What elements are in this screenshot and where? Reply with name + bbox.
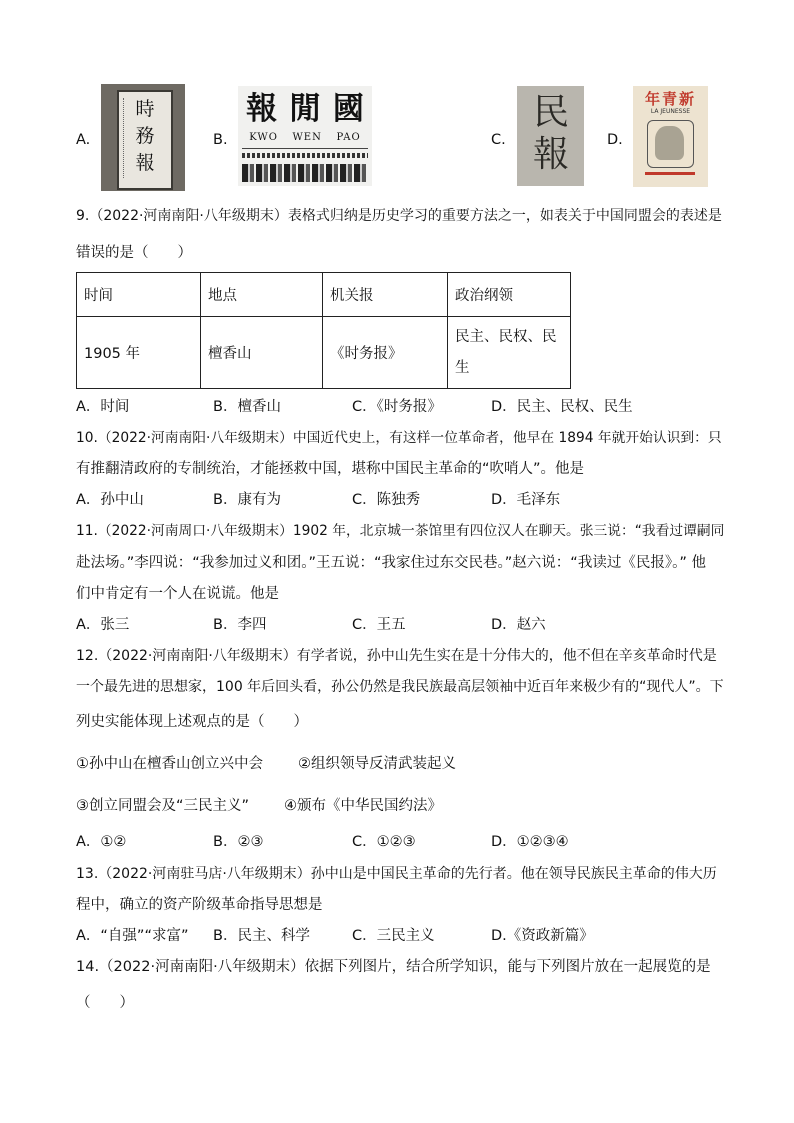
question-12-line-3: 列史实能体现上述观点的是（ ）: [76, 714, 308, 730]
option-c-label: C.: [491, 132, 506, 148]
img-char: 報: [246, 91, 278, 127]
question-11-line-1: 11.（2022·河南周口·八年级期末）1902 年，北京城一茶馆里有四位汉人在聊天。张三说：“我看过谭嗣同: [76, 523, 725, 539]
q9-option-d: D．民主、民权、民生: [491, 399, 633, 415]
question-10-line-1: 10.（2022·河南南阳·八年级期末）中国近代史上，有这样一位革命者，他早在 1894 年就开始认识到：只: [76, 430, 722, 446]
q12-item-4: ④颁布《中华民国约法》: [284, 798, 442, 814]
img-roman: KWO: [249, 132, 278, 143]
q12-option-c: C．①②③: [352, 834, 416, 850]
option-d-label: D.: [607, 132, 623, 148]
q11-option-b: B．李四: [213, 617, 267, 633]
question-9-line-1: 9.（2022·河南南阳·八年级期末）表格式归纳是历史学习的重要方法之一，如表关于中国同盟会的表述是: [76, 208, 722, 224]
q12-item-1: ①孙中山在檀香山创立兴中会: [76, 756, 263, 772]
q13-option-d: D.《资政新篇》: [491, 928, 594, 944]
q9-option-c: C．《时务报》: [352, 399, 442, 415]
question-9-line-2: 错误的是（ ）: [76, 245, 192, 261]
q13-option-c: C．三民主义: [352, 928, 435, 944]
table-header: 政治纲领: [448, 273, 571, 317]
q10-option-a: A．孙中山: [76, 492, 144, 508]
q13-option-b: B．民主、科学: [213, 928, 310, 944]
question-10-line-2: 有推翻清政府的专制统治，才能拯救中国，堪称中国民主革命的“吹哨人”。他是: [76, 461, 585, 477]
q9-option-a: A．时间: [76, 399, 130, 415]
table-cell-line: 生: [455, 359, 470, 376]
guowenbao-image: [238, 86, 372, 186]
q11-option-d: D．赵六: [491, 617, 546, 633]
table-cell: 1905 年: [77, 317, 201, 389]
table-header: 时间: [77, 273, 201, 317]
magazine-title: 年青新: [644, 90, 696, 108]
table-header: 地点: [201, 273, 323, 317]
q9-option-b: B．檀香山: [213, 399, 281, 415]
question-13-line-1: 13.（2022·河南驻马店·八年级期末）孙中山是中国民主革命的先行者。他在领导民族民主革命的伟大历: [76, 866, 717, 882]
table-header: 机关报: [323, 273, 448, 317]
q13-option-a: A．“自强”“求富”: [76, 928, 189, 944]
magazine-subtitle: LA JEUNESSE: [650, 108, 691, 115]
img-roman: WEN: [292, 132, 322, 143]
img-char: 閒: [289, 91, 321, 127]
table-cell: [448, 317, 571, 389]
option-a-label: A.: [76, 132, 91, 148]
q12-item-3: ③创立同盟会及“三民主义”: [76, 798, 250, 814]
xinqingnian-image: [633, 86, 708, 187]
option-b-label: B.: [213, 132, 228, 148]
img-char: 時: [135, 98, 155, 120]
q10-option-d: D．毛泽东: [491, 492, 561, 508]
img-char: 民: [532, 92, 569, 133]
q11-option-a: A．张三: [76, 617, 130, 633]
q12-item-2: ②组织领导反清武装起义: [298, 756, 456, 772]
img-roman: PAO: [336, 132, 361, 143]
question-12-line-1: 12.（2022·河南南阳·八年级期末）有学者说，孙中山先生实在是十分伟大的，他不但在辛亥革命时代是: [76, 648, 717, 664]
img-char: 報: [135, 152, 155, 174]
q9-table: [76, 272, 571, 389]
q11-option-c: C．王五: [352, 617, 406, 633]
q12-option-a: A．①②: [76, 834, 127, 850]
question-11-line-3: 们中肯定有一个人在说谎。他是: [76, 586, 279, 602]
question-12-line-2: 一个最先进的思想家，100 年后回头看，孙公仍然是我民族最高层领袖中近百年来极少有的“现代人”。下: [76, 679, 724, 695]
q10-option-c: C．陈独秀: [352, 492, 421, 508]
question-13-line-2: 程中，确立的资产阶级革命指导思想是: [76, 897, 323, 913]
shiwubao-image: [101, 84, 185, 191]
img-char: 報: [532, 134, 569, 175]
minbao-image: [517, 86, 584, 186]
q12-option-b: B．②③: [213, 834, 264, 850]
table-cell-line: 民主、民权、民: [455, 328, 557, 345]
img-char: 務: [135, 125, 155, 147]
table-cell: 檀香山: [201, 317, 323, 389]
q10-option-b: B．康有为: [213, 492, 281, 508]
q12-option-d: D．①②③④: [491, 834, 569, 850]
question-14-line-2: （ ）: [76, 995, 134, 1011]
question-14-line-1: 14.（2022·河南南阳·八年级期末）依据下列图片，结合所学知识，能与下列图片放在一起展览的是: [76, 959, 711, 975]
table-cell: 《时务报》: [323, 317, 448, 389]
img-char: 國: [332, 91, 364, 127]
question-11-line-2: 赴法场。”李四说：“我参加过义和团。”王五说：“我家住过东交民巷。”赵六说：“我读过《民报》。” 他: [76, 555, 706, 571]
